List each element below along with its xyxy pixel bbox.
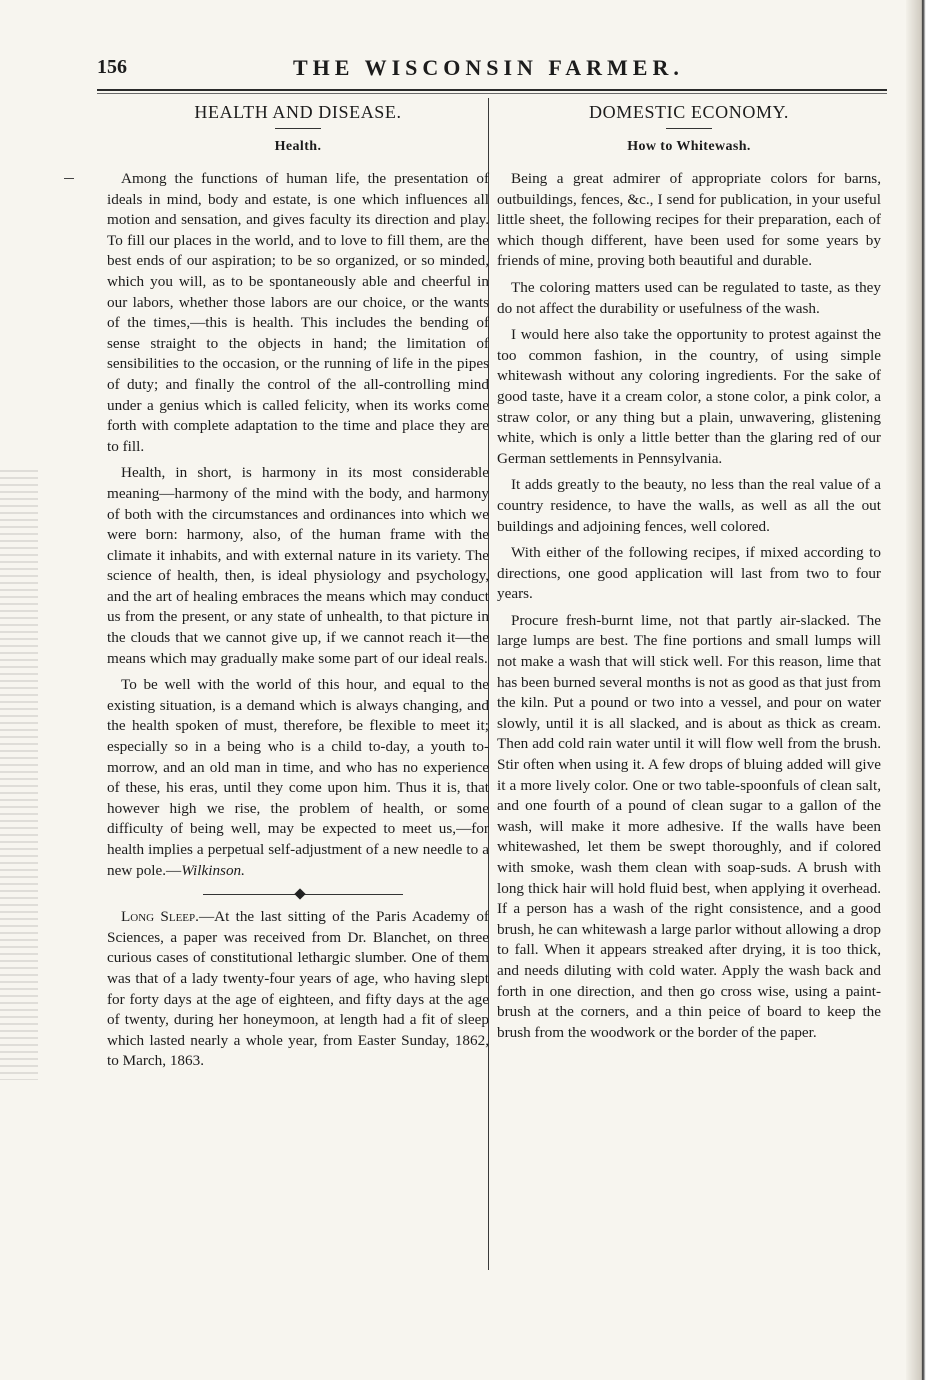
paragraph: I would here also take the opportunity to protest against the too common fashion, in the country, of using simple whitewash without any coloring ingredients. For the sake of good taste, have it a cream color, a stone color, a pink color, a straw color, or any thing but a plain, unwavering, glistening white, which is only a little better than the glaring red of our German settlements in Pennsylvania. [497,326,881,467]
article-title: How to Whitewash. [627,139,751,154]
item-text: —At the last sitting of the Paris Academy of Sciences, a paper was received from Dr. Blanchet, on three curious cases of constitutional lethargic slumber. One of them was that of a lady twenty-four years of age, who having slept for forty days at the age of eighteen, and fifty days at the age of twenty, during her honeymoon, at length had a fit of sleep which lasted nearly a whole year, from Easter Sunday, 1862, to March, 1863. [107,908,489,1070]
item-lead: Long Sleep. [121,908,199,926]
divider-ornament [294,889,305,900]
paragraph: Being a great admirer of appropriate colors for barns, outbuildings, fences, &c., I send for publication, in your useful little sheet, the following recipes for their preparation, each of which though different, have been used for some years by friends of mine, proving both beautiful and durable. [497,170,881,270]
header-rule [97,89,887,91]
page-number: 156 [97,56,127,78]
paragraph [107,907,489,1072]
paragraph: It adds greatly to the beauty, no less than the real value of a country residence, to have the walls, as well as all the out buildings and adjoining fences, well colored. [497,476,881,535]
running-head [97,56,887,86]
paragraph: Health, in short, is harmony in its most considerable meaning—harmony of the mind with the body, and harmony of both with the circumstances and ordinances into which we were born: harmony, also, of the human frame with the climate it inhabits, and with external nature in its variety. The science of health, then, is ideal physiology and psychology, and the art of healing embraces the means which may conduct us from the present, or any state of unhealth, to that picture in the clouds that we cannot give up, if we cannot reach it—the means which may gradually make some part of our ideal reals. [107,464,489,667]
paragraph: The coloring matters used can be regulated to taste, as they do not affect the durability or usefulness of the wash. [497,278,881,317]
author-signature: Wilkinson. [181,861,245,879]
right-column [497,102,881,1049]
page-edge-shadow [906,0,934,1380]
margin-mark [64,178,74,179]
bleed-through-marks [0,470,38,1080]
article-title: Health. [274,139,322,154]
paragraph-text: To be well with the world of this hour, and equal to the existing situation, is a demand which is always changing, and the health spoken of must, therefore, be flexible to meet it; especially so in a being who is a child to-day, a youth to-morrow, and an old man in time, and who has no experience of these, his eras, until they come upon him. Thus it is, that however high we rise, the problem of health, or some difficulty of being well, may be expected to meet us,—for health implies a perpetual self-adjustment of a new needle to a new pole.— [107,676,489,879]
header-rule-thin [97,93,887,94]
paragraph [107,675,489,881]
paragraph: Among the functions of human life, the presentation of ideals in mind, body and estate, is one which influences all motion and sensation, and gives faculty its direction and play. To fill our places in the world, and to love to fill them, are the best ends of our aspiration; to be so organized, or so minded, which you will, as to be spontaneously able and cheerful in our labors, whether those labors are our choice, or the wants of the times,—this is health. This includes the bending of sense straight to the objects in hand; the limitation of sensibilities to the occasion, or the running of life in the pipes of duty; and finally the control of the all-controlling mind under a genius which is called felicity, when its works come forth with complete adaptation to the time and place they are to fill. [107,170,489,455]
department-heading: HEALTH AND DISEASE. [194,102,402,122]
paragraph: With either of the following recipes, if mixed according to directions, one good application will last from two to four years. [497,544,881,603]
journal-title: THE WISCONSIN FARMER. [293,55,684,80]
paragraph: Procure fresh-burnt lime, not that partly air-slacked. The large lumps are best. The fine portions and small lumps will not make a wash that will stick well. For this reason, lime that has been burned several months is not as good as that just from the kiln. Put a pound or two into a vessel, and pour on water slowly, until it is all slacked, and is about as thick as cream. Then add cold rain water until it will flow well from the brush. Stir often when using it. A few drops of bluing added will give it a more lively color. One or two table-spoonfuls of clean salt, and one fourth of a pound of clean sugar to a gallon of the wash, will make it more adhesive. If the walls have been whitewashed, let them be swept thoroughly, and if colored with smoke, wash them clean with soap-suds. A brush with long thick hair will hold fluid best, when applying it overhead. If a person has a wash of the right consistence, and a good brush, he can whitewash a large parlor without allowing a drop to fall. When it appears streaked after drying, it is too thick, and needs diluting with cold water. Apply the wash back and forth in one direction, and then go cross wise, using a paint-brush at the corners, and a thin peice of board to keep the brush from the woodwork or the border of the paper. [497,611,881,1041]
department-heading: DOMESTIC ECONOMY. [589,102,789,122]
section-divider [107,887,489,901]
left-column [107,102,489,1078]
heading-rule [275,128,321,129]
heading-rule [666,128,712,129]
